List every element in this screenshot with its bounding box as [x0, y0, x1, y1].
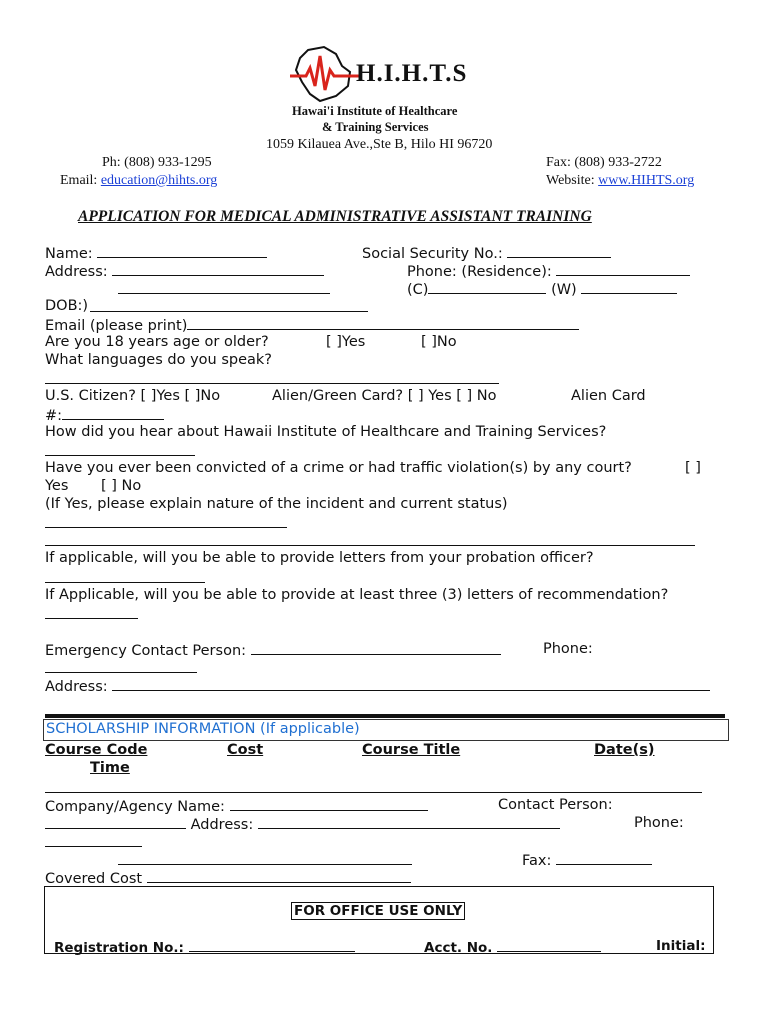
email-link[interactable]: education@hihts.org [100, 173, 218, 188]
hear-about-answer-line[interactable] [45, 442, 195, 460]
conviction-yes-label: Yes [45, 478, 69, 494]
company-extra-line[interactable] [118, 851, 412, 869]
company-name-label: Company/Agency Name: [45, 799, 225, 815]
org-name-line2: & Training Services [322, 120, 429, 134]
col-dates: Date(s) [594, 742, 655, 758]
phone-c-label: (C) [407, 282, 429, 298]
hawaii-island-heartbeat-icon [290, 44, 360, 104]
citizen-question[interactable]: U.S. Citizen? [ ]Yes [ ]No [45, 388, 221, 404]
scholarship-heading: SCHOLARSHIP INFORMATION (If applicable) [46, 721, 360, 737]
email-field-label: Email (please print) [45, 318, 188, 334]
org-name-line1: Hawai'i Institute of Healthcare [292, 104, 458, 118]
website-label: Website: [546, 173, 599, 188]
org-website-row [546, 173, 694, 189]
phone-c-field[interactable] [407, 280, 677, 298]
conviction-explain-line2[interactable] [45, 532, 695, 550]
ssn-label: Social Security No.: [362, 246, 503, 262]
phone-residence-field[interactable] [407, 262, 690, 280]
address-line2-field[interactable] [118, 280, 330, 298]
phone-w-label: (W) [551, 282, 577, 298]
alien-card-hash-label: #: [45, 408, 63, 424]
emergency-phone-label: Phone: [543, 641, 593, 657]
emergency-contact-field[interactable] [45, 641, 501, 659]
col-time: Time [90, 760, 130, 776]
conviction-question: Have you ever been convicted of a crime or had traffic violation(s) by any court? [45, 460, 632, 476]
age-no-checkbox[interactable]: [ ]No [421, 334, 457, 350]
contact-person-label: Contact Person: [498, 797, 613, 813]
address-label: Address: [45, 264, 108, 280]
account-number-field[interactable] [424, 938, 601, 956]
covered-cost-field[interactable] [45, 869, 411, 887]
conviction-explain-line1[interactable] [45, 514, 287, 532]
alien-card-question[interactable]: Alien/Green Card? [ ] Yes [ ] No [272, 388, 497, 404]
conviction-no-checkbox[interactable]: [ ] No [101, 478, 142, 494]
email-field[interactable] [45, 316, 579, 334]
emergency-phone-line[interactable] [45, 659, 197, 677]
company-phone-label: Phone: [634, 815, 684, 831]
company-address-field[interactable] [45, 815, 560, 833]
email-label: Email: [60, 173, 101, 188]
company-fax-field[interactable] [522, 851, 652, 869]
alien-card-number-field[interactable] [45, 406, 164, 424]
alien-card-label: Alien Card [571, 388, 646, 404]
dob-line-row [45, 298, 368, 316]
account-number-label: Acct. No. [424, 940, 493, 956]
languages-question: What languages do you speak? [45, 352, 272, 368]
age-yes-checkbox[interactable]: [ ]Yes [326, 334, 366, 350]
col-course-code: Course Code [45, 742, 148, 758]
emergency-contact-label: Emergency Contact Person: [45, 643, 247, 659]
phone-residence-label: Phone: (Residence): [407, 264, 552, 280]
dob-label: DOB:) [45, 298, 89, 314]
conviction-yes-checkbox[interactable]: [ ] [685, 460, 701, 476]
scholarship-divider [45, 714, 725, 718]
course-entry-line[interactable] [45, 779, 702, 797]
covered-cost-label: Covered Cost [45, 871, 143, 887]
name-field[interactable] [45, 244, 267, 262]
col-course-title: Course Title [362, 742, 461, 758]
website-link[interactable]: www.HIHTS.org [598, 173, 695, 188]
org-address: 1059 Kilauea Ave.,Ste B, Hilo HI 96720 [266, 137, 493, 152]
ssn-field[interactable] [362, 244, 611, 262]
col-cost: Cost [227, 742, 264, 758]
age-question: Are you 18 years age or older? [45, 334, 269, 350]
company-phone-line[interactable] [45, 833, 142, 851]
org-phone: Ph: (808) 933-1295 [102, 155, 212, 170]
page-title: APPLICATION FOR MEDICAL ADMINISTRATIVE ASSISTANT TRAINING [78, 208, 592, 225]
org-fax: Fax: (808) 933-2722 [546, 155, 662, 170]
recommendation-answer-line[interactable] [45, 605, 138, 623]
emergency-address-label: Address: [45, 679, 108, 695]
org-email-row [60, 173, 217, 189]
emergency-address-field[interactable] [45, 677, 710, 695]
hear-about-question: How did you hear about Hawaii Institute of Healthcare and Training Services? [45, 424, 607, 440]
logo-name: H.I.H.T.S [356, 60, 468, 87]
address-field[interactable] [45, 262, 324, 280]
company-fax-label: Fax: [522, 853, 552, 869]
company-name-field[interactable] [45, 797, 428, 815]
registration-number-field[interactable] [54, 938, 355, 956]
conviction-explain-prompt: (If Yes, please explain nature of the incident and current status) [45, 496, 508, 512]
hihts-logo [290, 44, 490, 104]
initial-label: Initial: [656, 938, 706, 954]
probation-question: If applicable, will you be able to provide letters from your probation officer? [45, 550, 594, 566]
probation-answer-line[interactable] [45, 569, 205, 587]
dob-field[interactable] [45, 298, 88, 314]
office-use-heading: FOR OFFICE USE ONLY [291, 902, 465, 920]
registration-number-label: Registration No.: [54, 940, 184, 956]
company-address-label: Address: [190, 817, 254, 833]
languages-answer-line[interactable] [45, 370, 499, 388]
name-label: Name: [45, 246, 93, 262]
recommendation-question: If Applicable, will you be able to provide at least three (3) letters of recommendation? [45, 587, 669, 603]
